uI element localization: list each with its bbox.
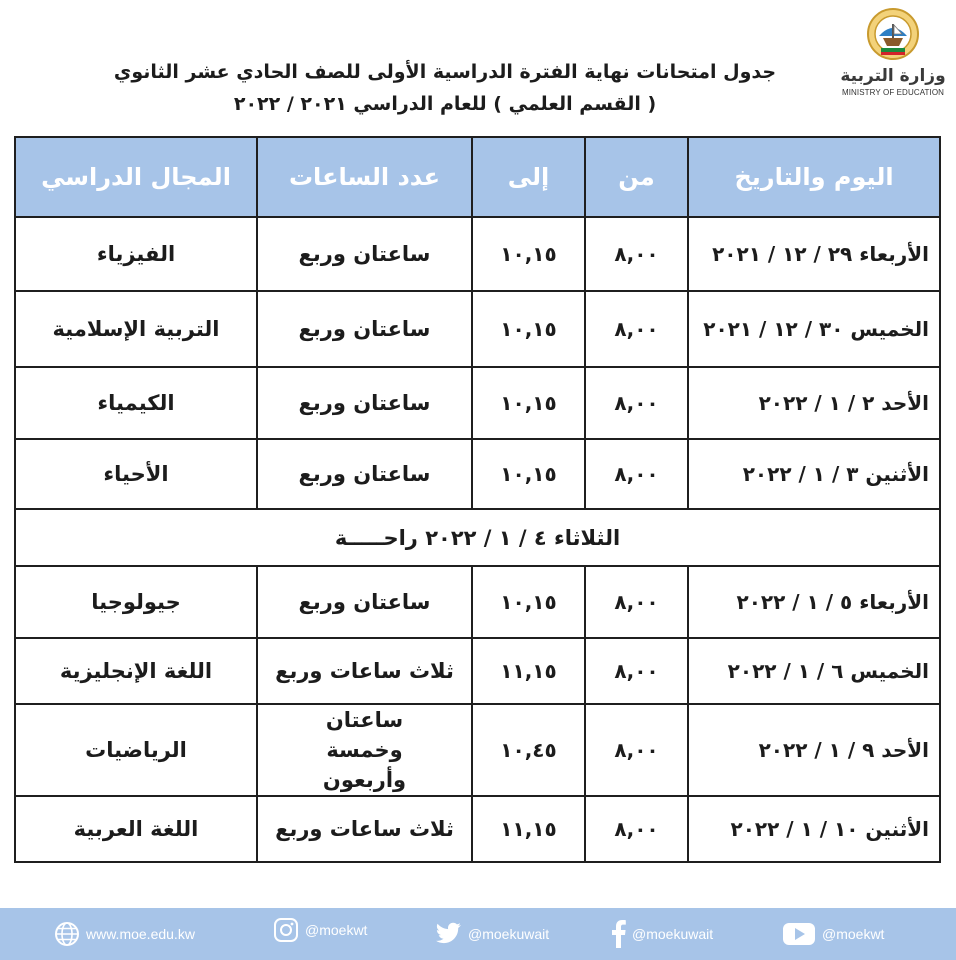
twitter-link[interactable] (434, 920, 549, 948)
cell-to: ١٠,١٥ (472, 367, 585, 439)
cell-date: الأربعاء ٥ / ١ / ٢٠٢٢ (688, 566, 940, 638)
cell-subject: الكيمياء (15, 367, 257, 439)
cell-from: ٨,٠٠ (585, 796, 688, 862)
cell-from: ٨,٠٠ (585, 439, 688, 509)
cell-to: ١٠,١٥ (472, 439, 585, 509)
header-subject: المجال الدراسي (15, 137, 257, 217)
cell-from: ٨,٠٠ (585, 704, 688, 796)
page-title (60, 56, 830, 120)
rest-day-cell: الثلاثاء ٤ / ١ / ٢٠٢٢ راحـــــة (15, 509, 940, 566)
instagram-link[interactable] (273, 916, 367, 944)
cell-hours: ساعتان وربع (257, 566, 472, 638)
header-day-date: اليوم والتاريخ (688, 137, 940, 217)
title-line-1: جدول امتحانات نهاية الفترة الدراسية الأولى للصف الحادي عشر الثانوي (113, 61, 777, 83)
cell-subject: الفيزياء (15, 217, 257, 291)
cell-hours: ساعتان وربع (257, 217, 472, 291)
cell-date: الخميس ٦ / ١ / ٢٠٢٢ (688, 638, 940, 704)
table-row (15, 439, 940, 509)
logo-english-text: MINISTRY OF EDUCATION (841, 88, 945, 97)
instagram-text: @moekwt (305, 922, 368, 938)
table-row (15, 217, 940, 291)
table-row (15, 796, 940, 862)
website-link[interactable] (54, 920, 195, 948)
table-row (15, 566, 940, 638)
table-row (15, 367, 940, 439)
facebook-text: @moekuwait (632, 926, 714, 942)
website-text: www.moe.edu.kw (86, 926, 195, 942)
facebook-icon (612, 920, 626, 948)
youtube-link[interactable] (782, 920, 884, 948)
table-row (15, 704, 940, 796)
cell-subject: اللغة الإنجليزية (15, 638, 257, 704)
cell-to: ١٠,١٥ (472, 291, 585, 367)
cell-to: ١١,١٥ (472, 638, 585, 704)
twitter-text: @moekuwait (468, 926, 550, 942)
cell-date: الأحد ٩ / ١ / ٢٠٢٢ (688, 704, 940, 796)
ministry-logo (838, 6, 948, 116)
instagram-icon (273, 917, 299, 943)
facebook-link[interactable] (612, 920, 713, 948)
cell-subject: الرياضيات (15, 704, 257, 796)
cell-date: الأثنين ١٠ / ١ / ٢٠٢٢ (688, 796, 940, 862)
cell-hours: ساعتان وربع (257, 367, 472, 439)
globe-icon (54, 921, 80, 947)
footer-bar (0, 908, 956, 960)
cell-from: ٨,٠٠ (585, 217, 688, 291)
cell-from: ٨,٠٠ (585, 566, 688, 638)
cell-from: ٨,٠٠ (585, 291, 688, 367)
cell-date: الأربعاء ٢٩ / ١٢ / ٢٠٢١ (688, 217, 940, 291)
youtube-text: @moekwt (822, 926, 885, 942)
cell-hours: ساعتان وربع (257, 291, 472, 367)
cell-from: ٨,٠٠ (585, 638, 688, 704)
table-row (15, 291, 940, 367)
table-row (15, 638, 940, 704)
cell-to: ١٠,١٥ (472, 566, 585, 638)
rest-day-row (15, 509, 940, 566)
cell-date: الخميس ٣٠ / ١٢ / ٢٠٢١ (688, 291, 940, 367)
cell-to: ١٠,١٥ (472, 217, 585, 291)
kuwait-emblem-icon (865, 6, 921, 64)
cell-from: ٨,٠٠ (585, 367, 688, 439)
cell-to: ١١,١٥ (472, 796, 585, 862)
twitter-icon (434, 922, 462, 946)
table-header-row (15, 137, 940, 217)
title-line-2: ( القسم العلمي ) للعام الدراسي ٢٠٢١ / ٢٠٢٢ (233, 93, 657, 115)
cell-subject: اللغة العربية (15, 796, 257, 862)
cell-hours: ساعتان وربع (257, 439, 472, 509)
header-to: إلى (472, 137, 585, 217)
cell-hours: ثلاث ساعات وربع (257, 796, 472, 862)
cell-subject: جيولوجيا (15, 566, 257, 638)
exam-schedule-table (14, 136, 941, 863)
cell-date: الأحد ٢ / ١ / ٢٠٢٢ (688, 367, 940, 439)
cell-to: ١٠,٤٥ (472, 704, 585, 796)
cell-date: الأثنين ٣ / ١ / ٢٠٢٢ (688, 439, 940, 509)
header-from: من (585, 137, 688, 217)
logo-arabic-text: وزارة التربية (840, 66, 946, 86)
header-hours: عدد الساعات (257, 137, 472, 217)
cell-hours: ساعتان وخمسة وأربعون (257, 704, 472, 796)
cell-subject: الأحياء (15, 439, 257, 509)
youtube-icon (782, 922, 816, 946)
cell-subject: التربية الإسلامية (15, 291, 257, 367)
cell-hours: ثلاث ساعات وربع (257, 638, 472, 704)
